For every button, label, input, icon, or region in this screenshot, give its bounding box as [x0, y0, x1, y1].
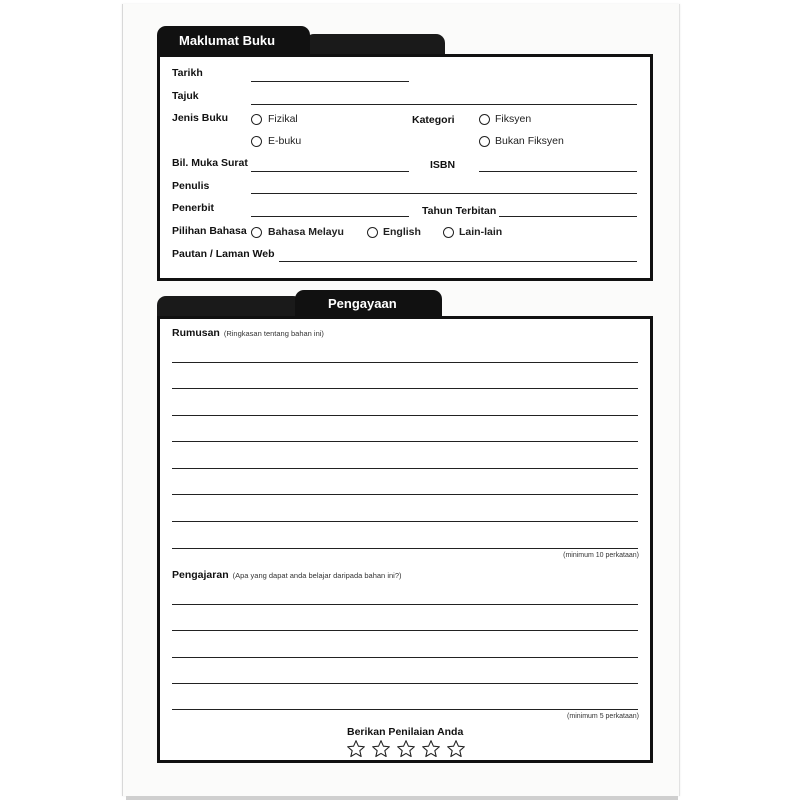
radio-lain-lain[interactable] [443, 227, 454, 238]
rumusan-line[interactable] [172, 468, 638, 469]
label-kategori: Kategori [412, 114, 455, 126]
star-icon[interactable] [396, 739, 416, 759]
label-jenis-buku: Jenis Buku [172, 112, 229, 124]
rating-label: Berikan Penilaian Anda [347, 726, 464, 738]
label-tarikh: Tarikh [172, 67, 203, 79]
star-icon[interactable] [446, 739, 466, 759]
label-tajuk: Tajuk [172, 90, 199, 102]
radio-bahasa-melayu[interactable] [251, 227, 262, 238]
option-bahasa-melayu: Bahasa Melayu [268, 226, 344, 238]
option-fiksyen: Fiksyen [495, 113, 532, 125]
star-rating [346, 739, 466, 759]
pengajaran-note: (minimum 5 perkataan) [567, 713, 639, 720]
rumusan-line[interactable] [172, 415, 638, 416]
page-edge [126, 796, 678, 800]
section-title-pengayaan: Pengayaan [328, 296, 397, 311]
section-title-maklumat-buku: Maklumat Buku [179, 33, 276, 48]
option-ebuku: E-buku [268, 135, 302, 147]
rumusan-note: (minimum 10 perkataan) [563, 552, 639, 559]
option-lain-lain: Lain-lain [459, 226, 503, 238]
bil-muka-surat-field[interactable] [251, 171, 409, 172]
penulis-field[interactable] [251, 193, 637, 194]
penerbit-field[interactable] [251, 216, 409, 217]
rumusan-title: Rumusan [172, 327, 220, 339]
label-penulis: Penulis [172, 180, 210, 192]
pengajaran-heading [172, 569, 402, 581]
rumusan-line[interactable] [172, 548, 638, 549]
pengajaran-title: Pengajaran [172, 569, 229, 581]
star-icon[interactable] [371, 739, 391, 759]
rumusan-line[interactable] [172, 441, 638, 442]
option-fizikal: Fizikal [268, 113, 298, 125]
rumusan-line[interactable] [172, 362, 638, 363]
label-isbn: ISBN [430, 159, 456, 171]
tajuk-field[interactable] [251, 104, 637, 105]
radio-fizikal[interactable] [251, 114, 262, 125]
rumusan-line[interactable] [172, 388, 638, 389]
label-penerbit: Penerbit [172, 202, 215, 214]
radio-english[interactable] [367, 227, 378, 238]
pautan-field[interactable] [279, 261, 637, 262]
radio-bukan-fiksyen[interactable] [479, 136, 490, 147]
tarikh-field[interactable] [251, 81, 409, 82]
radio-ebuku[interactable] [251, 136, 262, 147]
label-pilihan-bahasa: Pilihan Bahasa [172, 225, 247, 237]
pengajaran-hint: (Apa yang dapat anda belajar daripada bahan ini?) [232, 571, 402, 580]
label-bil-muka-surat: Bil. Muka Surat [172, 157, 248, 169]
label-tahun-terbitan: Tahun Terbitan [422, 205, 497, 217]
rumusan-line[interactable] [172, 494, 638, 495]
pengajaran-line[interactable] [172, 604, 638, 605]
pengajaran-line[interactable] [172, 657, 638, 658]
rumusan-line[interactable] [172, 521, 638, 522]
label-pautan: Pautan / Laman Web [172, 248, 275, 260]
rumusan-heading [172, 327, 324, 339]
pengajaran-line[interactable] [172, 709, 638, 710]
radio-fiksyen[interactable] [479, 114, 490, 125]
pengayaan-box [157, 316, 653, 763]
pengajaran-line[interactable] [172, 630, 638, 631]
tahun-terbitan-field[interactable] [499, 216, 637, 217]
option-bukan-fiksyen: Bukan Fiksyen [495, 135, 564, 147]
star-icon[interactable] [346, 739, 366, 759]
isbn-field[interactable] [479, 171, 637, 172]
rumusan-hint: (Ringkasan tentang bahan ini) [223, 329, 324, 338]
option-english: English [383, 226, 421, 238]
star-icon[interactable] [421, 739, 441, 759]
pengajaran-line[interactable] [172, 683, 638, 684]
